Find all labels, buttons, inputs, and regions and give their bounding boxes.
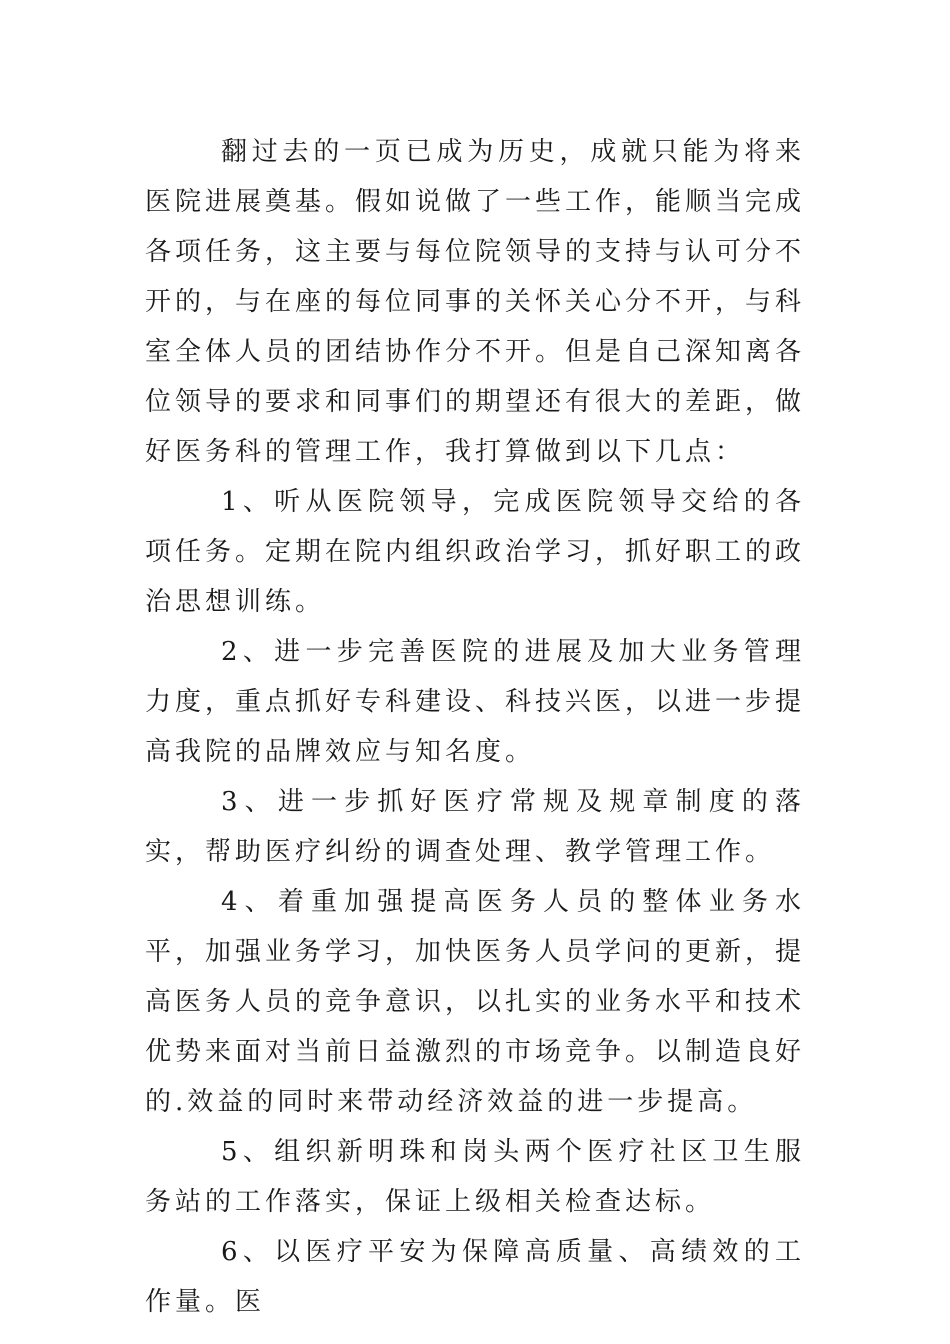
paragraph-item-3: 3、进一步抓好医疗常规及规章制度的落实，帮助医疗纠纷的调查处理、教学管理工作。 — [145, 787, 805, 867]
paragraph-item-6: 6、以医疗平安为保障高质量、高绩效的工作量。医 — [145, 1237, 805, 1317]
paragraph-item-5: 5、组织新明珠和岗头两个医疗社区卫生服务站的工作落实，保证上级相关检查达标。 — [145, 1137, 805, 1217]
paragraph-item-4: 4、着重加强提高医务人员的整体业务水平，加强业务学习，加快医务人员学问的更新，提高医务人员的竞争意识，以扎实的业务水平和技术优势来面对当前日益激烈的市场竞争。以制造良好的.效益的同时来带动经济效益的进一步提高。 — [145, 887, 806, 1117]
paragraph-intro: 翻过去的一页已成为历史，成就只能为将来医院进展奠基。假如说做了一些工作，能顺当完成各项任务，这主要与每位院领导的支持与认可分不开的，与在座的每位同事的关怀关心分不开，与科室全体人员的团结协作分不开。但是自己深知离各位领导的要求和同事们的期望还有很大的差距，做好医务科的管理工作，我打算做到以下几点： — [145, 137, 806, 467]
paragraph-item-1: 1、听从医院领导，完成医院领导交给的各项任务。定期在院内组织政治学习，抓好职工的政治思想训练。 — [145, 487, 806, 617]
document-body — [145, 127, 805, 1327]
paragraph-item-2: 2、进一步完善医院的进展及加大业务管理力度，重点抓好专科建设、科技兴医，以进一步提高我院的品牌效应与知名度。 — [145, 637, 806, 767]
